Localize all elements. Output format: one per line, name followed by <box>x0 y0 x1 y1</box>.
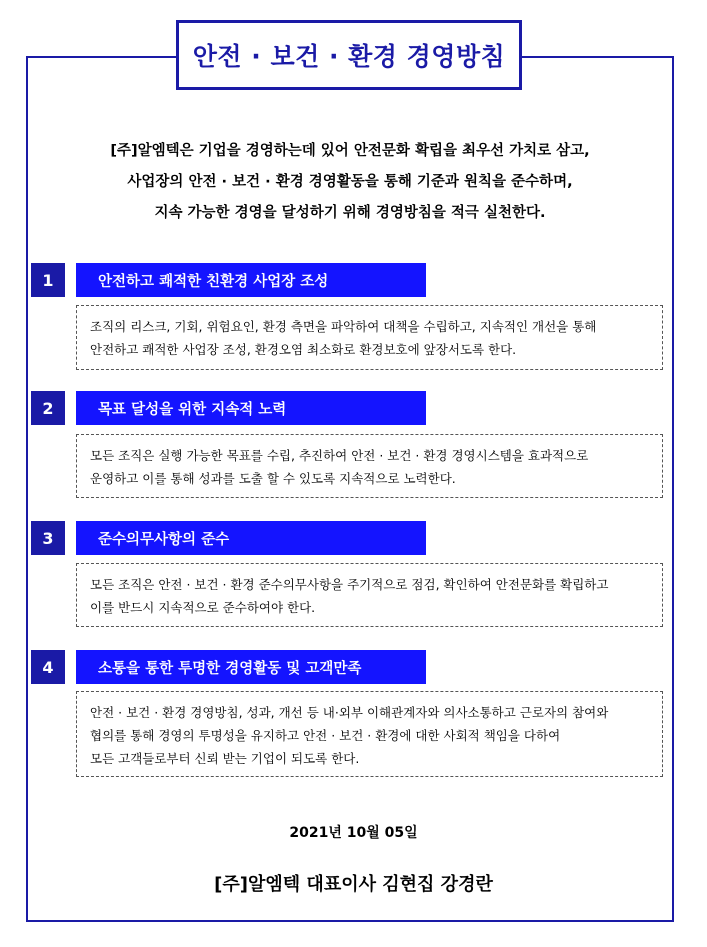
section-number: 1 <box>31 263 65 297</box>
section-heading: 목표 달성을 위한 지속적 노력 <box>76 391 426 425</box>
issue-date: 2021년 10월 05일 <box>289 825 418 841</box>
section-body-line: 조직의 리스크, 기회, 위험요인, 환경 측면을 파악하여 대책을 수립하고, 지속적인 개선을 통해 <box>90 319 597 334</box>
page-title: 안전 · 보건 · 환경 경영방침 <box>192 42 506 71</box>
section-body <box>76 305 663 370</box>
intro-line: [주]알엠텍은 기업을 경영하는데 있어 안전문화 확립을 최우선 가치로 삼고, <box>110 143 590 159</box>
section-body <box>76 563 663 627</box>
section-body-line: 안전 · 보건 · 환경 경영방침, 성과, 개선 등 내·외부 이해관계자와 의사소통하고 근로자의 참여와 <box>90 705 609 720</box>
section-body-line: 이를 반드시 지속적으로 준수하여야 한다. <box>90 600 316 615</box>
title-box <box>176 20 522 90</box>
section-body-line: 모든 조직은 안전 · 보건 · 환경 준수의무사항을 주기적으로 점검, 확인하여 안전문화를 확립하고 <box>90 577 609 592</box>
section-body-line: 운영하고 이를 통해 성과를 도출 할 수 있도록 지속적으로 노력한다. <box>90 471 456 486</box>
section-body-line: 안전하고 쾌적한 사업장 조성, 환경오염 최소화로 환경보호에 앞장서도록 한다. <box>90 342 517 357</box>
section-body-line: 협의를 통해 경영의 투명성을 유지하고 안전 · 보건 · 환경에 대한 사회적 책임을 다하여 <box>90 728 561 743</box>
section-body-line: 모든 조직은 실행 가능한 목표를 수립, 추진하여 안전 · 보건 · 환경 경영시스템을 효과적으로 <box>90 448 589 463</box>
section-heading: 안전하고 쾌적한 친환경 사업장 조성 <box>76 263 426 297</box>
section-body <box>76 434 663 498</box>
signature-line: [주]알엠텍 대표이사 김현집 강경란 <box>214 874 493 895</box>
section-heading: 준수의무사항의 준수 <box>76 521 426 555</box>
section-body-line: 모든 고객들로부터 신뢰 받는 기업이 되도록 한다. <box>90 751 360 766</box>
section-body <box>76 691 663 777</box>
intro-line: 지속 가능한 경영을 달성하기 위해 경영방침을 적극 실천한다. <box>154 205 546 221</box>
section-heading: 소통을 통한 투명한 경영활동 및 고객만족 <box>76 650 426 684</box>
intro-line: 사업장의 안전 · 보건 · 환경 경영활동을 통해 기준과 원칙을 준수하며, <box>127 174 573 190</box>
section-number: 3 <box>31 521 65 555</box>
section-number: 4 <box>31 650 65 684</box>
section-number: 2 <box>31 391 65 425</box>
intro-statement <box>60 136 640 229</box>
